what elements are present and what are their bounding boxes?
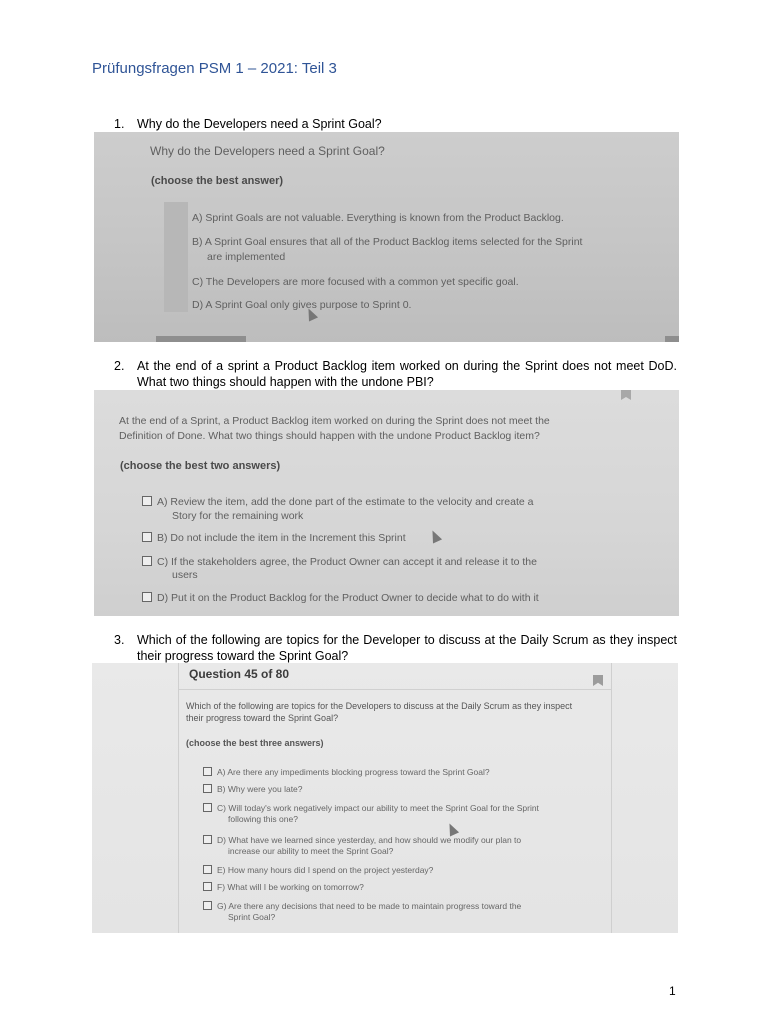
question-3-screenshot xyxy=(92,663,678,933)
question-3-text: Which of the following are topics for the Developer to discuss at the Daily Scrum as they inspect their progress toward the Sprint Goal? xyxy=(137,633,677,663)
shot-3-question-line2: their progress toward the Sprint Goal? xyxy=(186,713,339,723)
shot-1-option-a: A) Sprint Goals are not valuable. Everything is known from the Product Backlog. xyxy=(192,212,564,224)
question-2-screenshot xyxy=(94,390,679,616)
document-title: Prüfungsfragen PSM 1 – 2021: Teil 3 xyxy=(92,60,337,77)
checkbox-icon xyxy=(203,803,212,812)
checkbox-icon xyxy=(203,882,212,891)
shot-3-choose: (choose the best three answers) xyxy=(186,738,324,748)
shot-3-question-line1: Which of the following are topics for the Developers to discuss at the Daily Scrum as they inspect xyxy=(186,701,573,711)
checkbox-icon xyxy=(142,556,152,566)
shot-2-choose: (choose the best two answers) xyxy=(120,460,281,472)
checkbox-icon xyxy=(142,592,152,602)
shot-3-option-e: E) How many hours did I spend on the project yesterday? xyxy=(203,865,433,876)
shot-2-question-line1: At the end of a Sprint, a Product Backlog item worked on during the Sprint does not meet the xyxy=(119,415,550,427)
shot-1-option-b-cont: are implemented xyxy=(207,251,286,263)
question-panel-header xyxy=(179,663,611,690)
shot-2-option-c: C) If the stakeholders agree, the Product Owner can accept it and release it to the xyxy=(142,555,537,569)
answer-highlight-strip xyxy=(164,202,188,312)
shot-3-option-f: F) What will I be working on tomorrow? xyxy=(203,882,364,893)
question-1-screenshot xyxy=(94,132,679,342)
shot-2-question-line2: Definition of Done. What two things should happen with the undone Product Backlog item? xyxy=(119,430,540,442)
question-counter: Question 45 of 80 xyxy=(189,667,290,681)
question-3-number: 3. xyxy=(114,633,125,647)
checkbox-icon xyxy=(203,901,212,910)
question-2-number: 2. xyxy=(114,359,125,373)
shot-1-option-d: D) A Sprint Goal only gives purpose to Sprint 0. xyxy=(192,299,412,311)
question-3-heading xyxy=(114,632,677,664)
question-1-text: Why do the Developers need a Sprint Goal? xyxy=(137,117,382,131)
question-1-heading xyxy=(114,116,677,132)
question-2-heading xyxy=(114,358,677,390)
shot-2-option-c-cont: users xyxy=(172,569,198,581)
shot-3-option-b: B) Why were you late? xyxy=(203,784,303,795)
shot-1-bottom-bar xyxy=(156,336,246,342)
bookmark-icon xyxy=(593,675,603,686)
shot-2-option-d: D) Put it on the Product Backlog for the Product Owner to decide what to do with it xyxy=(142,591,539,605)
bookmark-icon xyxy=(621,390,631,400)
page-number: 1 xyxy=(669,984,676,998)
shot-2-option-a: A) Review the item, add the done part of the estimate to the velocity and create a xyxy=(142,495,533,509)
checkbox-icon xyxy=(142,532,152,542)
shot-3-option-d: D) What have we learned since yesterday, and how should we modify our plan to xyxy=(203,835,521,846)
shot-2-option-a-cont: Story for the remaining work xyxy=(172,510,304,522)
shot-3-option-a: A) Are there any impediments blocking progress toward the Sprint Goal? xyxy=(203,767,490,778)
shot-3-option-c: C) Will today's work negatively impact our ability to meet the Sprint Goal for the Sprint xyxy=(203,803,539,814)
checkbox-icon xyxy=(203,767,212,776)
shot-3-option-d-cont: increase our ability to meet the Sprint Goal? xyxy=(228,846,394,856)
mouse-cursor-icon xyxy=(428,528,442,543)
question-1-number: 1. xyxy=(114,117,125,131)
question-2-text: At the end of a sprint a Product Backlog item worked on during the Sprint does not meet DoD. What two things should happen with the undone PBI? xyxy=(137,359,677,389)
shot-3-option-c-cont: following this one? xyxy=(228,814,298,824)
question-panel xyxy=(178,663,612,933)
checkbox-icon xyxy=(203,784,212,793)
checkbox-icon xyxy=(203,835,212,844)
checkbox-icon xyxy=(142,496,152,506)
shot-1-option-b: B) A Sprint Goal ensures that all of the Product Backlog items selected for the Sprint xyxy=(192,236,583,248)
shot-1-question: Why do the Developers need a Sprint Goal? xyxy=(150,144,385,158)
shot-1-bottom-bar-right xyxy=(665,336,679,342)
shot-3-option-g: G) Are there any decisions that need to be made to maintain progress toward the xyxy=(203,901,521,912)
checkbox-icon xyxy=(203,865,212,874)
shot-1-option-c: C) The Developers are more focused with a common yet specific goal. xyxy=(192,276,519,288)
shot-3-option-g-cont: Sprint Goal? xyxy=(228,912,276,922)
shot-1-choose: (choose the best answer) xyxy=(151,175,284,187)
shot-2-option-b: B) Do not include the item in the Increment this Sprint xyxy=(142,531,406,545)
